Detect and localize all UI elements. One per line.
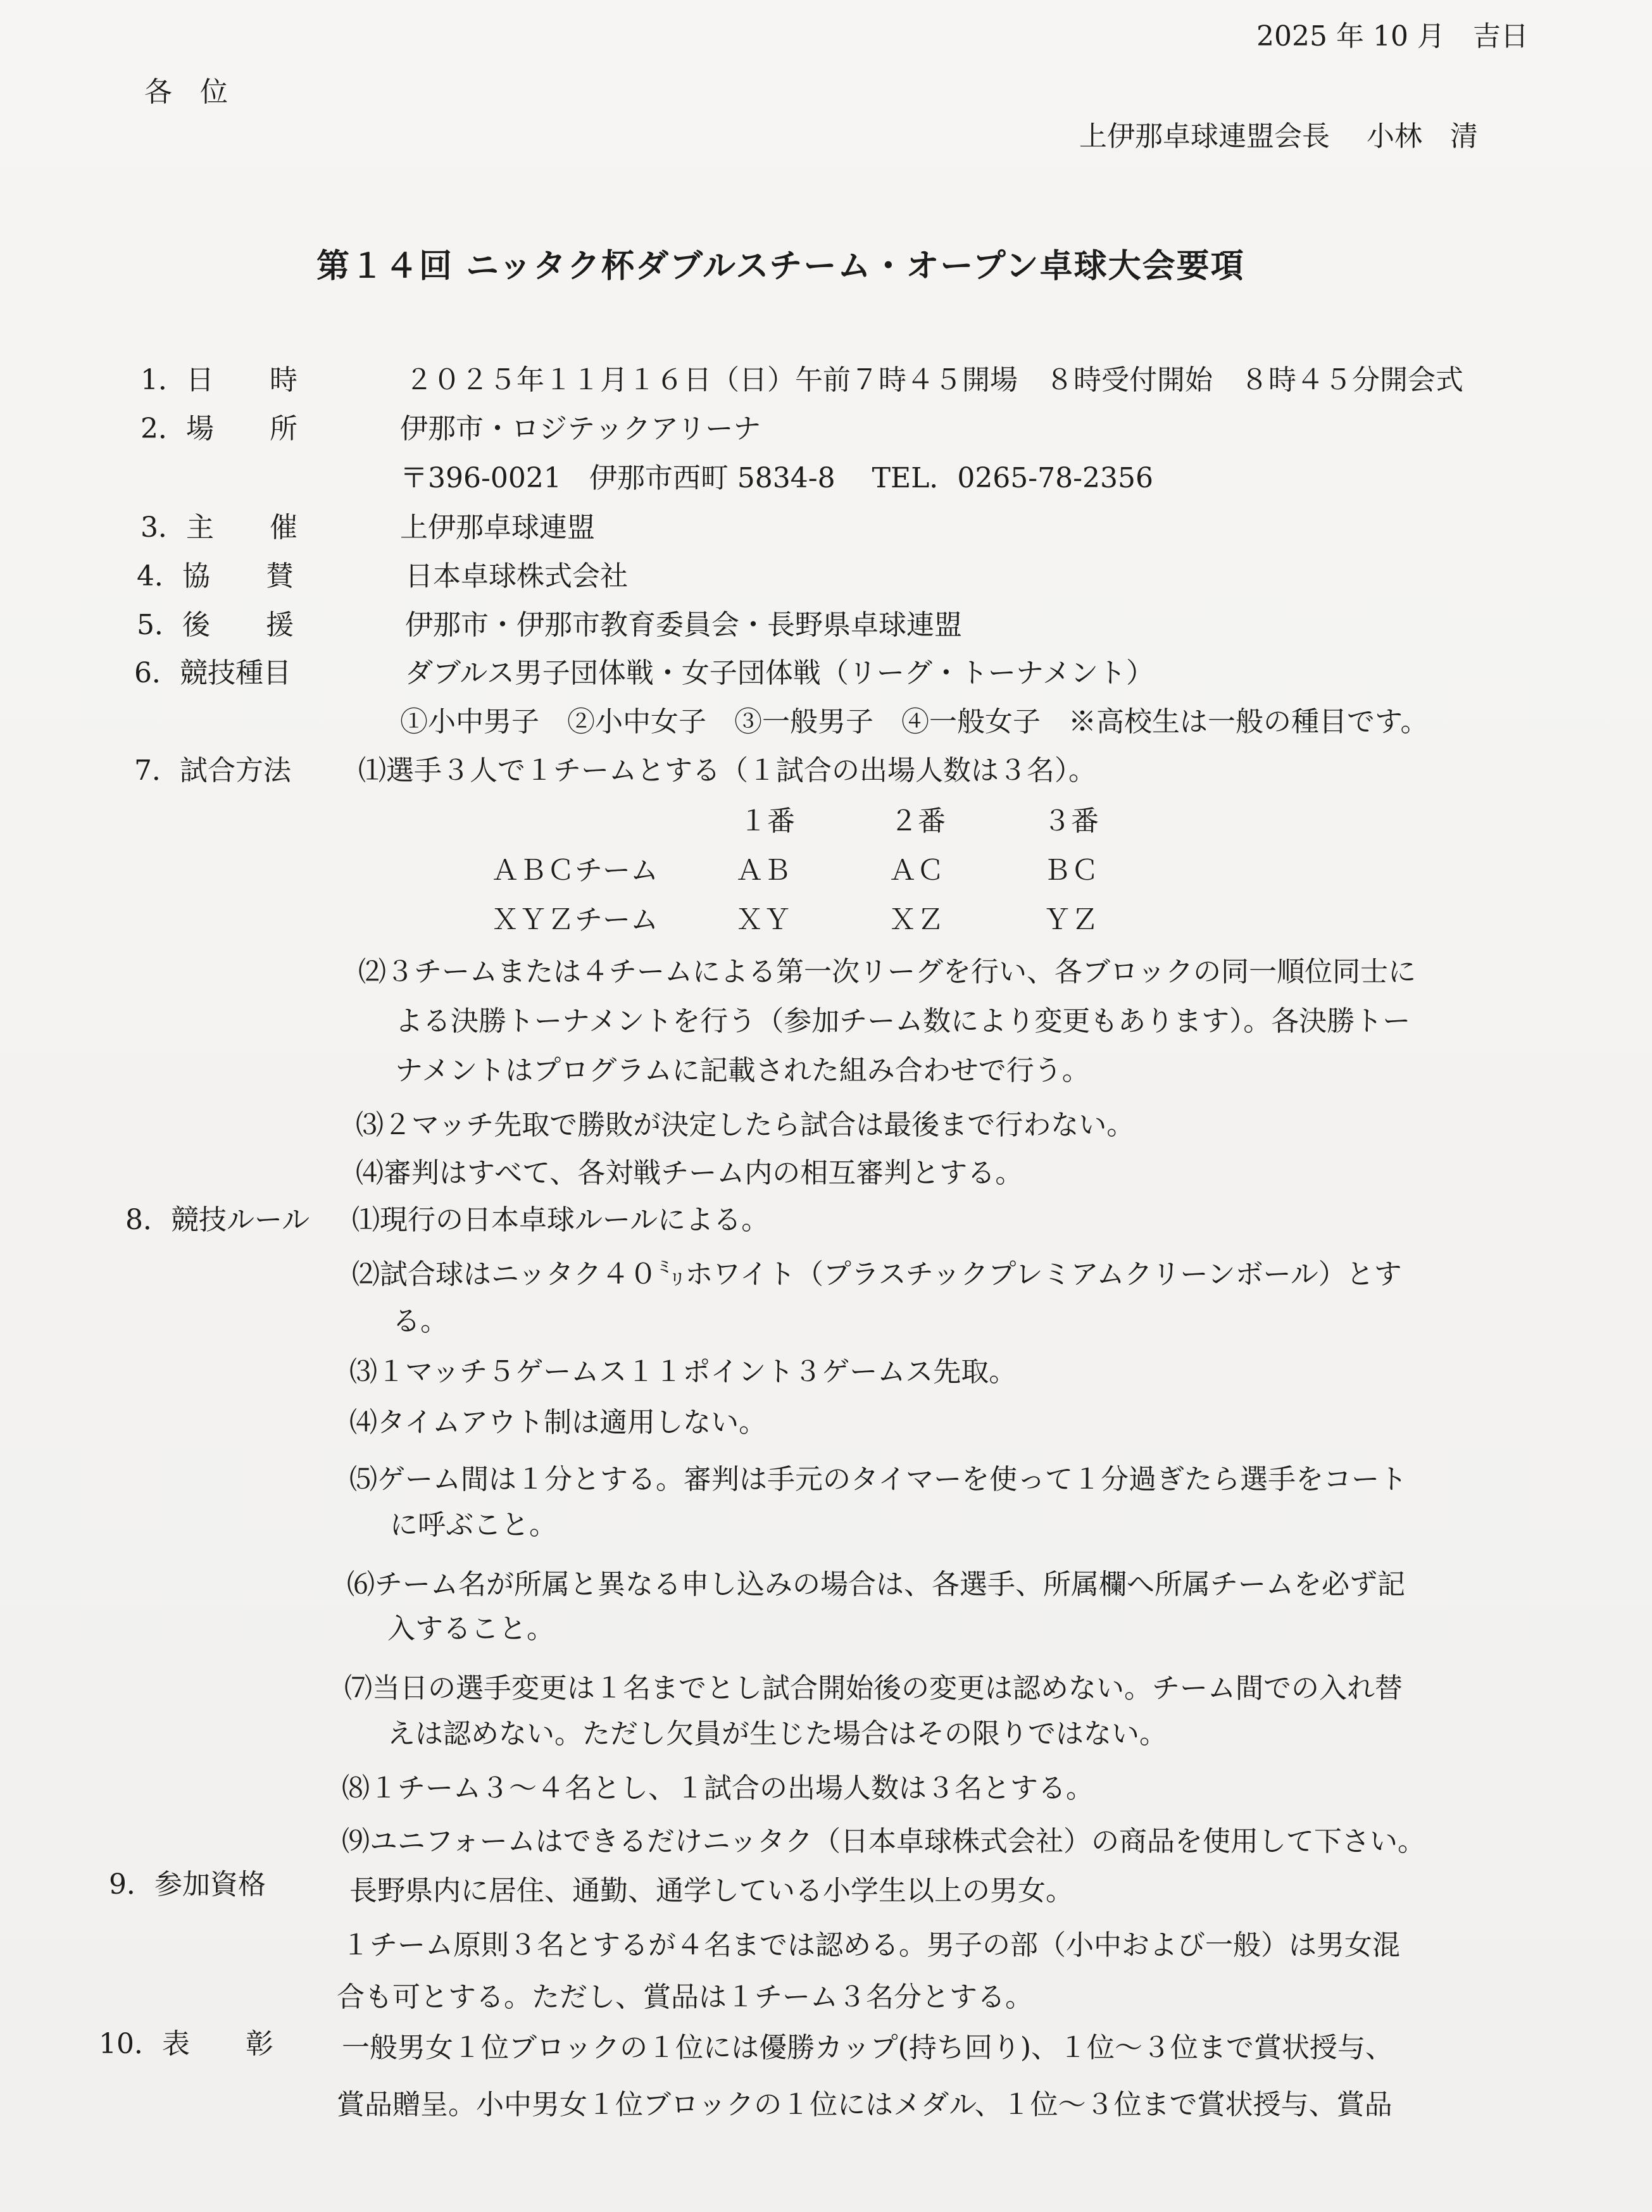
table-cell: ＸＹ [735, 904, 791, 936]
rule-line: ⑻１チーム３～４名とし、１試合の出場人数は３名とする。 [342, 1772, 1094, 1804]
item-value-categories: ①小中男子 ②小中女子 ③一般男子 ④一般女子 ※高校生は一般の種目です。 [400, 706, 1429, 738]
document-title: 第１４回 ニッタク杯ダブルスチーム・オープン卓球大会要項 [316, 247, 1245, 285]
item-label-date: 1．日 時 [141, 364, 297, 396]
table-cell: ＡＢ [735, 854, 791, 887]
item-value-date: ２０２５年１１月１６日（日）午前７時４５開場 ８時受付開始 ８時４５分開会式 [405, 364, 1463, 396]
method-p2-line-2: よる決勝トーナメントを行う（参加チーム数により変更もあります）。各決勝トー [395, 1005, 1411, 1037]
sender: 上伊那卓球連盟会長 小林 清 [1079, 120, 1478, 153]
table-team-xyz: ＸＹＺチーム [491, 904, 658, 936]
table-cell: ＸＺ [889, 904, 944, 936]
rules-label: 8．競技ルール [125, 1204, 310, 1236]
table-header-3: ３番 [1043, 805, 1099, 837]
awards-label: 10．表 彰 [99, 2028, 273, 2060]
method-p2-line-1: ⑵３チームまたは４チームによる第一次リーグを行い、各ブロックの同一順位同士に [358, 956, 1417, 988]
awards-line: 賞品贈呈。小中男女１位ブロックの１位にはメダル、１位～３位まで賞状授与、賞品 [337, 2089, 1392, 2121]
awards-line: 一般男女１位ブロックの１位には優勝カップ(持ち回り)、１位～３位まで賞状授与、 [342, 2032, 1394, 2064]
item-value-venue: 伊那市・ロジテックアリーナ [400, 413, 761, 445]
item-value-venue-address: 〒396-0021 伊那市西町 5834-8 TEL．0265-78-2356 [400, 462, 1153, 494]
table-cell: ＹＺ [1043, 904, 1099, 936]
rule-line: ⑵試合球はニッタク４０㍉ホワイト（プラスチックプレミアムクリーンボール）とす [352, 1258, 1402, 1290]
rule-line: ⑴現行の日本卓球ルールによる。 [352, 1204, 770, 1236]
item-value-events: ダブルス男子団体戦・女子団体戦（リーグ・トーナメント） [405, 657, 1155, 689]
rule-line: ⑸ゲーム間は１分とする。審判は手元のタイマーを使って１分過ぎたら選手をコート [349, 1463, 1408, 1496]
item-value-support: 伊那市・伊那市教育委員会・長野県卓球連盟 [405, 609, 962, 641]
table-header-1: １番 [739, 805, 795, 837]
rule-line: ⑹チーム名が所属と異なる申し込みの場合は、各選手、所属欄へ所属チームを必ず記 [347, 1568, 1405, 1601]
eligibility-line: 合も可とする。ただし、賞品は１チーム３名分とする。 [337, 1981, 1033, 2013]
method-p2-line-3: ナメントはプログラムに記載された組み合わせで行う。 [395, 1054, 1090, 1087]
rule-line: ⑺当日の選手変更は１名までとし試合開始後の変更は認めない。チーム間での入れ替 [344, 1672, 1403, 1704]
rule-line: ⑶１マッチ５ゲームス１１ポイント３ゲームス先取。 [349, 1356, 1017, 1388]
item-value-sponsor: 日本卓球株式会社 [405, 560, 628, 592]
issue-date: 2025 年 10 月 吉日 [1256, 20, 1529, 53]
method-p1: ⑴選手３人で１チームとする（１試合の出場人数は３名）。 [358, 754, 1096, 787]
rule-line: ⑷タイムアウト制は適用しない。 [349, 1406, 767, 1439]
table-cell: ＡＣ [889, 854, 944, 887]
item-value-organizer: 上伊那卓球連盟 [400, 511, 595, 544]
method-p3: ⑶２マッチ先取で勝敗が決定したら試合は最後まで行わない。 [356, 1109, 1135, 1141]
item-label-venue: 2．場 所 [141, 413, 297, 445]
rule-line: る。 [392, 1305, 448, 1337]
eligibility-line: 長野県内に居住、通勤、通学している小学生以上の男女。 [349, 1875, 1073, 1907]
method-p4: ⑷審判はすべて、各対戦チーム内の相互審判とする。 [356, 1157, 1023, 1189]
rule-line: に呼ぶこと。 [390, 1509, 557, 1541]
table-cell: ＢＣ [1043, 854, 1099, 887]
item-label-events: 6．競技種目 [134, 657, 291, 689]
item-label-organizer: 3．主 催 [141, 511, 297, 544]
method-label: 7．試合方法 [134, 754, 291, 787]
rule-line: えは認めない。ただし欠員が生じた場合はその限りではない。 [387, 1718, 1167, 1750]
rule-line: ⑼ユニフォームはできるだけニッタク（日本卓球株式会社）の商品を使用して下さい。 [342, 1825, 1426, 1858]
addressee: 各 位 [144, 76, 228, 108]
rule-line: 入すること。 [387, 1613, 554, 1645]
table-header-2: ２番 [890, 805, 946, 837]
eligibility-line: １チーム原則３名とするが４名までは認める。男子の部（小中および一般）は男女混 [342, 1929, 1400, 1961]
eligibility-label: 9．参加資格 [109, 1868, 266, 1901]
item-label-support: 5．後 援 [137, 609, 294, 641]
table-team-abc: ＡＢＣチーム [491, 854, 658, 887]
item-label-sponsor: 4．協 賛 [137, 560, 294, 592]
